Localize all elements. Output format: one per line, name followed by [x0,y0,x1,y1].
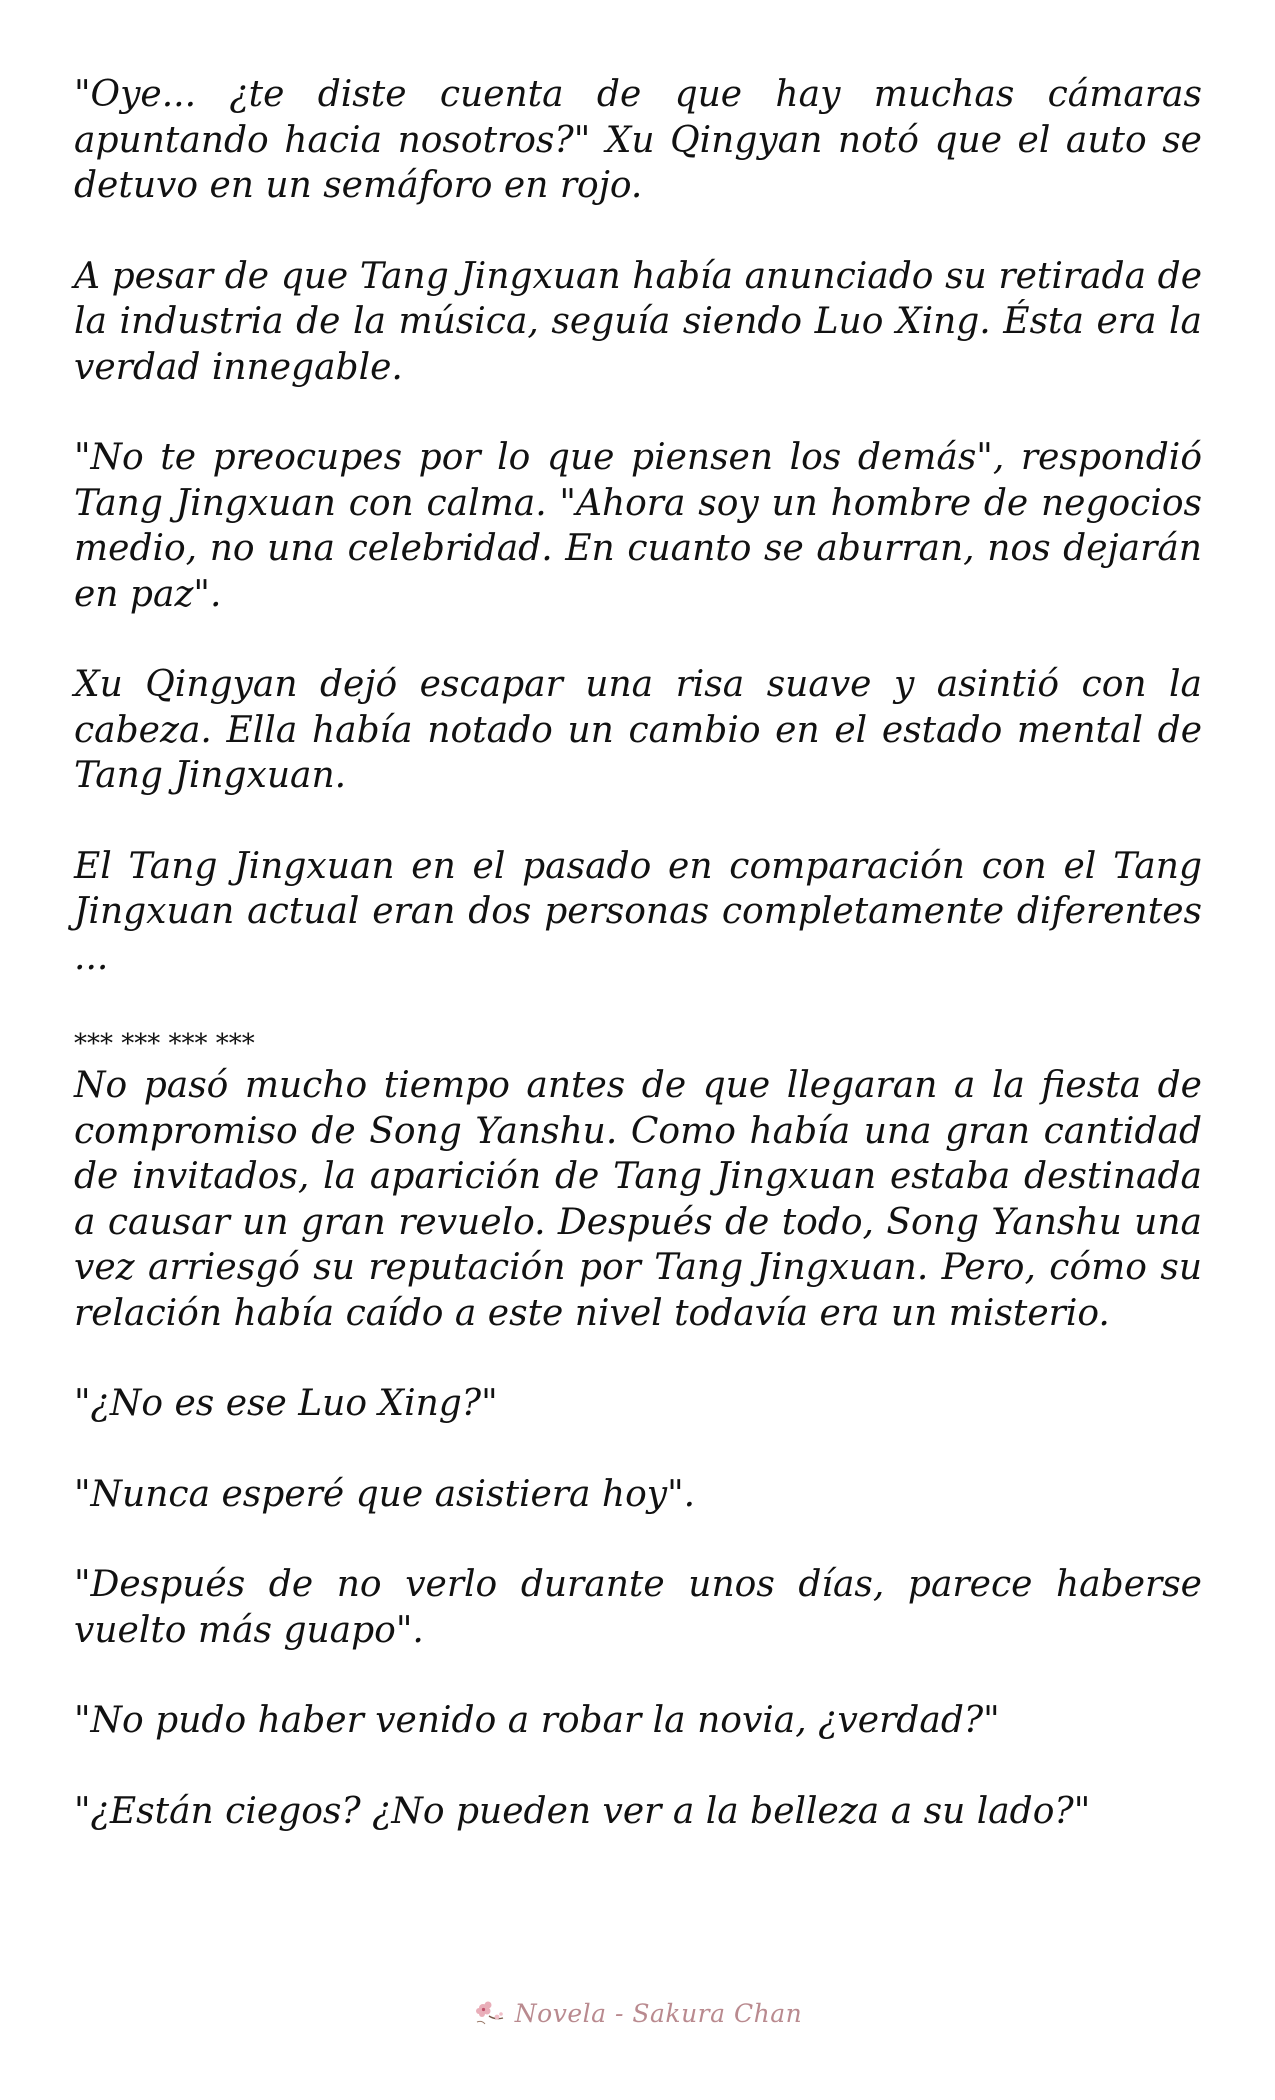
paragraph: "No te preocupes por lo que piensen los demás", respondió Tang Jingxuan con calma. "Ahora soy un hombre de negocios medio, no una celebridad. En cuanto se aburran, nos dejarán en paz". [74,437,1202,615]
scene-separator: *** *** *** *** [74,1029,255,1059]
paragraph: El Tang Jingxuan en el pasado en comparación con el Tang Jingxuan actual eran dos personas completamente diferentes ... [74,845,1202,978]
paragraph: Xu Qingyan dejó escapar una risa suave y asintió con la cabeza. Ella había notado un cambio en el estado mental de Tang Jingxuan. [74,664,1202,796]
footer-watermark [0,1998,1275,2033]
footer-text: Novela - Sakura Chan [514,1998,803,2028]
document-body [74,72,1202,1834]
paragraph: "¿Están ciegos? ¿No pueden ver a la belleza a su lado?" [74,1790,1091,1832]
paragraph: A pesar de que Tang Jingxuan había anunciado su retirada de la industria de la música, seguía siendo Luo Xing. Ésta era la verdad innegable. [74,255,1202,388]
paragraph: "Oye... ¿te diste cuenta de que hay muchas cámaras apuntando hacia nosotros?" Xu Qingyan notó que el auto se detuvo en un semáforo en rojo. [74,74,1202,206]
paragraph: "Después de no verlo durante unos días, parece haberse vuelto más guapo". [74,1564,1202,1651]
footer-credit [473,1998,802,2028]
paragraph: "¿No es ese Luo Xing?" [74,1383,498,1424]
paragraph: "Nunca esperé que asistiera hoy". [74,1473,696,1515]
paragraph: "No pudo haber venido a robar la novia, ¿verdad?" [74,1700,1000,1741]
paragraph: No pasó mucho tiempo antes de que llegaran a la fiesta de compromiso de Song Yanshu. Como había una gran cantidad de invitados, la aparición de Tang Jingxuan estaba destinada a causar un gran revuelo. Después de todo, Song Yanshu una vez arriesgó su reputación por Tang Jingxuan. Pero, cómo su relación había caído a este nivel todavía era un misterio. [74,1065,1202,1334]
sakura-flower-icon [473,1998,507,2028]
